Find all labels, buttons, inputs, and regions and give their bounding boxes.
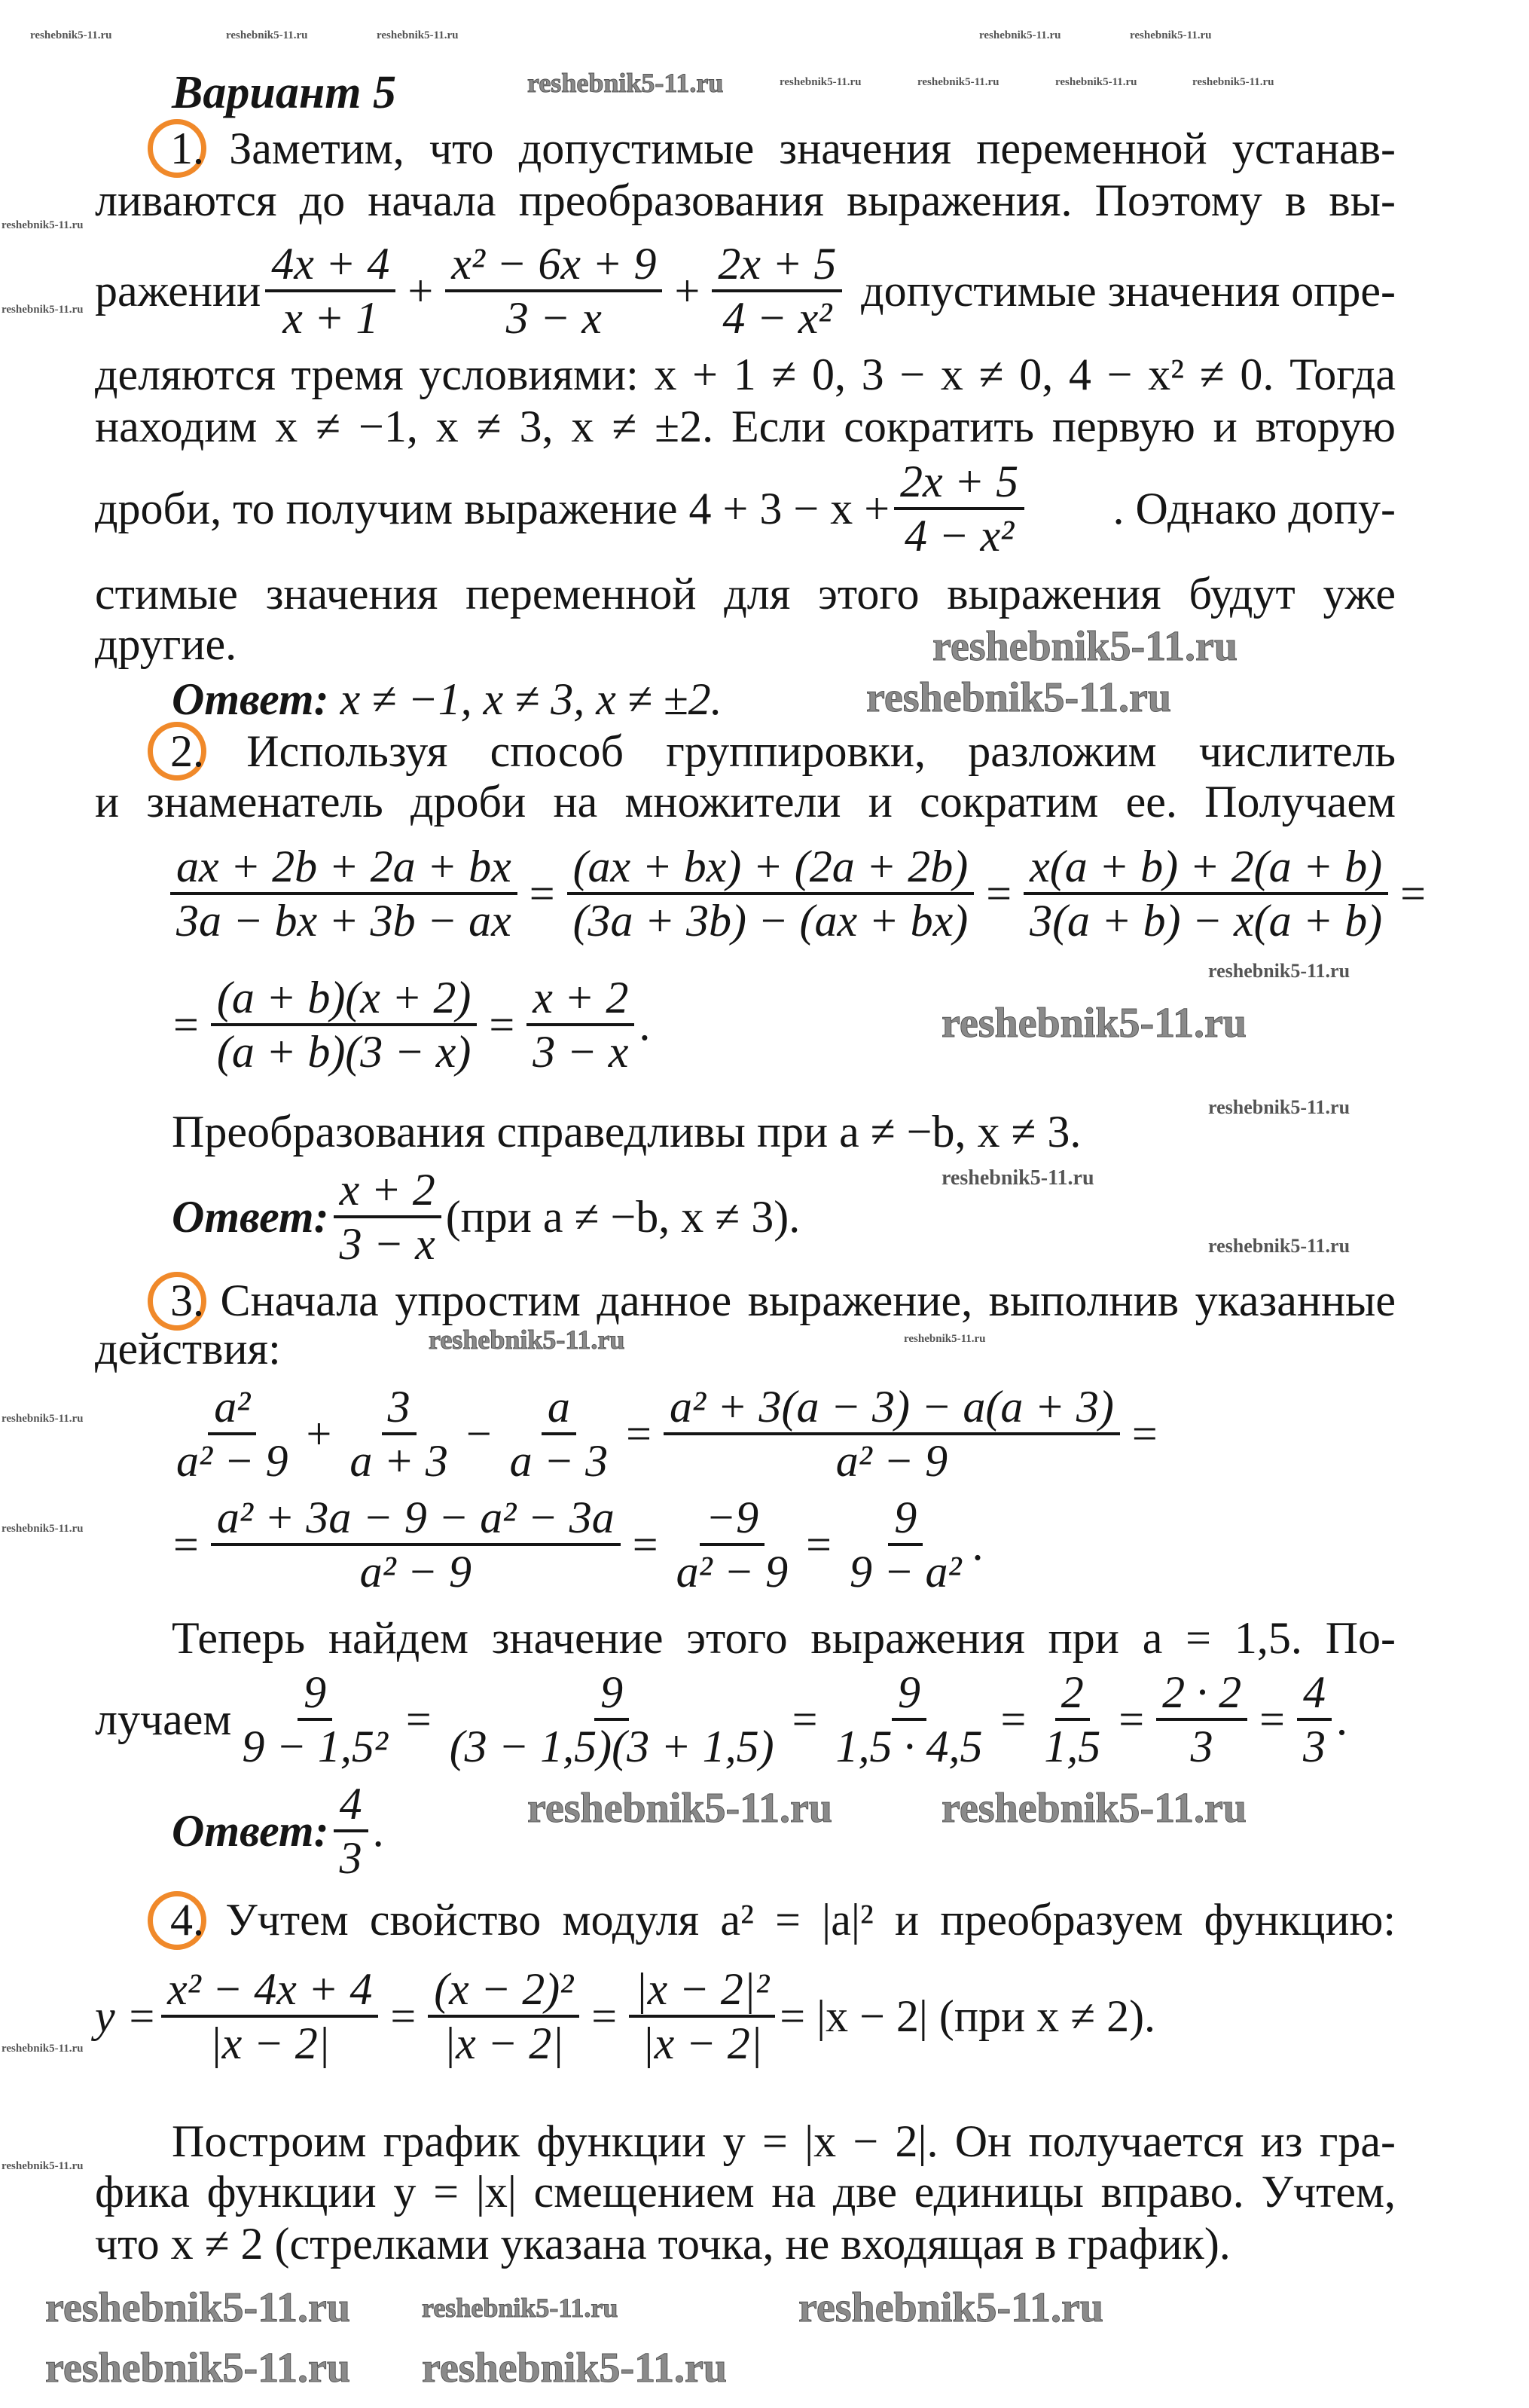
watermark: reshebnik5-11.ru <box>942 1785 1247 1832</box>
p1-line-7: стимые значения переменной для этого выражения будут уже <box>95 569 1396 619</box>
fraction: a² a² − 9 <box>176 1382 288 1486</box>
fraction: $\frac{\text{x² − 6x + 9}}{3 - x}$ <box>445 240 662 342</box>
p2-line-1: 2. Используя способ группировки, разложим числитель <box>170 726 1396 776</box>
fraction: x + 2 3 − x <box>334 1166 441 1268</box>
p3-equation-3: лучаем $\frac{9}{\text{9 − 1,5²}}$ = $\frac{9}{(3 - 1,5)(3 + 1,5)}$ = $\frac{9}{1,5 \cdot 4,5}$ = $\frac{2}{1,5}$ = $\frac{2 \cdot 2}{3}$ = $\frac{4}{3}$ . <box>95 1667 1347 1771</box>
fraction: $\frac{\text{x² − 4x + 4}}{|x - 2|}$ <box>161 1965 378 2067</box>
p3-line-2: действия: <box>95 1324 281 1374</box>
p1-expression-line: ражении 4x + 4 x + 1 + $\frac{\text{x² − 6x + 9}}{3 - x}$ + $\frac{2x + 5}{\text{4 − x²}}$ допустимые значения опре- <box>95 239 1396 343</box>
watermark: reshebnik5-11.ru <box>1208 1235 1350 1257</box>
p1-line-1: 1. Заметим, что допустимые значения переменной устанав- <box>170 124 1396 173</box>
watermark: reshebnik5-11.ru <box>979 29 1061 41</box>
fraction: $\frac{-9}{\text{a² − 9}}$ <box>676 1493 789 1597</box>
p4-line-1: 4. Учтем свойство модуля a² = |a|² и преобразуем функцию: <box>170 1895 1396 1945</box>
variant-title: Вариант 5 <box>172 67 396 118</box>
watermark: reshebnik5-11.ru <box>2 2160 84 2172</box>
fraction: $\frac{\text{(x − 2)²}}{|x - 2|}$ <box>428 1965 579 2067</box>
watermark: reshebnik5-11.ru <box>422 2293 618 2323</box>
watermark: reshebnik5-11.ru <box>1192 76 1274 88</box>
watermark: reshebnik5-11.ru <box>917 76 999 88</box>
fraction: $\frac{9}{\text{9 − a²}}$ <box>849 1493 962 1597</box>
watermark: reshebnik5-11.ru <box>527 68 724 98</box>
p1-line-8: другие. <box>95 619 237 669</box>
watermark: reshebnik5-11.ru <box>1208 1096 1350 1118</box>
text: ражении <box>95 265 261 316</box>
watermark: reshebnik5-11.ru <box>429 1325 625 1355</box>
watermark: reshebnik5-11.ru <box>942 1000 1247 1047</box>
fraction: $\frac{x + 2}{3 - x}$ <box>526 973 634 1076</box>
watermark: reshebnik5-11.ru <box>2 2043 84 2055</box>
watermark: reshebnik5-11.ru <box>1130 29 1212 41</box>
fraction: $\frac{2}{1,5}$ <box>1044 1667 1101 1771</box>
watermark: reshebnik5-11.ru <box>1055 76 1137 88</box>
watermark: reshebnik5-11.ru <box>422 2345 728 2391</box>
p2-answer: Ответ: x + 2 3 − x (при a ≠ −b, x ≠ 3). <box>172 1165 801 1269</box>
p3-equation-2: = $\frac{\text{a² + 3a − 9 − a² − 3a}}{\text{a² − 9}}$ = $\frac{-9}{\text{a² − 9}}$ = $\frac{9}{\text{9 − a²}}$ . <box>173 1493 984 1597</box>
watermark: reshebnik5-11.ru <box>2 1523 84 1535</box>
watermark: reshebnik5-11.ru <box>2 219 84 231</box>
p1-line-4: деляются тремя условиями: x + 1 ≠ 0, 3 − x ≠ 0, 4 − x² ≠ 0. Тогда <box>95 350 1396 399</box>
watermark: reshebnik5-11.ru <box>798 2284 1104 2331</box>
fraction: $\frac{2x + 5}{\text{4 − x²}}$ <box>712 240 842 342</box>
fraction: $\frac{9}{\text{9 − 1,5²}}$ <box>242 1667 388 1771</box>
watermark: reshebnik5-11.ru <box>942 1166 1094 1190</box>
fraction: 4x + 4 x + 1 <box>265 240 395 342</box>
p4-line-2: Построим график функции y = |x − 2|. Он получается из гра- <box>172 2116 1396 2166</box>
watermark: reshebnik5-11.ru <box>45 2284 351 2331</box>
watermark: reshebnik5-11.ru <box>866 674 1172 721</box>
fraction: $\frac{4}{3}$ <box>1297 1668 1332 1771</box>
watermark: reshebnik5-11.ru <box>904 1333 986 1345</box>
p4-line-4: что x ≠ 2 (стрелками указана точка, не входящая в график). <box>95 2219 1231 2269</box>
fraction: $\frac{a}{a - 3}$ <box>509 1382 609 1486</box>
fraction: $\frac{x(a + b) + 2(a + b)}{3(a + b) - x(a + b)}$ <box>1024 842 1388 945</box>
p4-equation: y = $\frac{\text{x² − 4x + 4}}{|x - 2|}$ = $\frac{\text{(x − 2)²}}{|x - 2|}$ = $\frac{\text{|x − 2|²}}{|x - 2|}$ = |x − 2| (при x ≠ 2). <box>95 1964 1156 2068</box>
fraction: $\frac{(ax + bx) + (2a + 2b)}{(3a + 3b) - (ax + bx)}$ <box>567 842 975 945</box>
fraction: $\frac{2x + 5}{\text{4 − x²}}$ <box>894 457 1024 560</box>
p3-line-3: Теперь найдем значение этого выражения при a = 1,5. По- <box>172 1613 1396 1663</box>
p2-equation-1: $\frac{ax + 2b + 2a + bx}{3a - bx + 3b - ax}$ = $\frac{(ax + bx) + (2a + 2b)}{(3a + 3b) - (ax + bx)}$ = $\frac{x(a + b) + 2(a + b)}{3(a + b) - x(a + b)}$ = <box>166 830 1396 958</box>
p2-equation-2: = $\frac{(a + b)(x + 2)}{(a + b)(3 - x)}$ = $\frac{x + 2}{3 - x}$ . <box>173 973 651 1077</box>
fraction: $\frac{ax + 2b + 2a + bx}{3a - bx + 3b - ax}$ <box>170 842 517 945</box>
p1-answer: Ответ: x ≠ −1, x ≠ 3, x ≠ ±2. <box>172 674 722 724</box>
p3-line-1: 3. Сначала упростим данное выражение, выполнив указанные <box>170 1276 1396 1325</box>
p1-line-5: находим x ≠ −1, x ≠ 3, x ≠ ±2. Если сократить первую и вторую <box>95 402 1396 451</box>
watermark: reshebnik5-11.ru <box>2 1413 84 1425</box>
watermark: reshebnik5-11.ru <box>527 1785 833 1832</box>
p1-line-6: дроби, то получим выражение 4 + 3 − x + $\frac{2x + 5}{\text{4 − x²}}$ . Однако допу- <box>95 457 1396 561</box>
fraction: $\frac{3}{a + 3}$ <box>349 1382 448 1486</box>
fraction: $\frac{9}{1,5 \cdot 4,5}$ <box>835 1667 983 1771</box>
watermark: reshebnik5-11.ru <box>2 304 84 316</box>
watermark: reshebnik5-11.ru <box>226 29 308 41</box>
p1-line-2: ливаются до начала преобразования выражения. Поэтому в вы- <box>95 176 1396 225</box>
p2-line-2: и знаменатель дроби на множители и сократим ее. Получаем <box>95 777 1396 827</box>
watermark: reshebnik5-11.ru <box>1208 960 1350 982</box>
fraction: $\frac{\text{a² + 3(a − 3) − a(a + 3)}}{\text{a² − 9}}$ <box>664 1383 1120 1485</box>
p4-line-3: фика функции y = |x| смещением на две единицы вправо. Учтем, <box>95 2167 1396 2217</box>
p3-answer: Ответ: 4 3 . <box>172 1779 384 1883</box>
watermark: reshebnik5-11.ru <box>377 29 459 41</box>
fraction: $\frac{2 \cdot 2}{3}$ <box>1156 1668 1247 1771</box>
fraction: $\frac{9}{(3 - 1,5)(3 + 1,5)}$ <box>449 1667 774 1771</box>
watermark: reshebnik5-11.ru <box>780 76 862 88</box>
p3-equation-1: a² a² − 9 + $\frac{3}{a + 3}$ − $\frac{a}{a - 3}$ = $\frac{\text{a² + 3(a − 3) − a(a + 3)}}{\text{a² − 9}}$ = <box>166 1370 1396 1498</box>
fraction: $\frac{\text{|x − 2|²}}{|x - 2|}$ <box>629 1965 775 2067</box>
fraction: $\frac{(a + b)(x + 2)}{(a + b)(3 - x)}$ <box>211 973 478 1076</box>
text: допустимые значения опре- <box>861 265 1396 316</box>
watermark: reshebnik5-11.ru <box>932 623 1238 670</box>
p2-line-3: Преобразования справедливы при a ≠ −b, x ≠ 3. <box>172 1107 1082 1157</box>
fraction: $\frac{\text{a² + 3a − 9 − a² − 3a}}{\text{a² − 9}}$ <box>211 1493 621 1596</box>
watermark: reshebnik5-11.ru <box>30 29 112 41</box>
fraction: 4 3 <box>334 1780 368 1882</box>
watermark: reshebnik5-11.ru <box>45 2345 351 2391</box>
